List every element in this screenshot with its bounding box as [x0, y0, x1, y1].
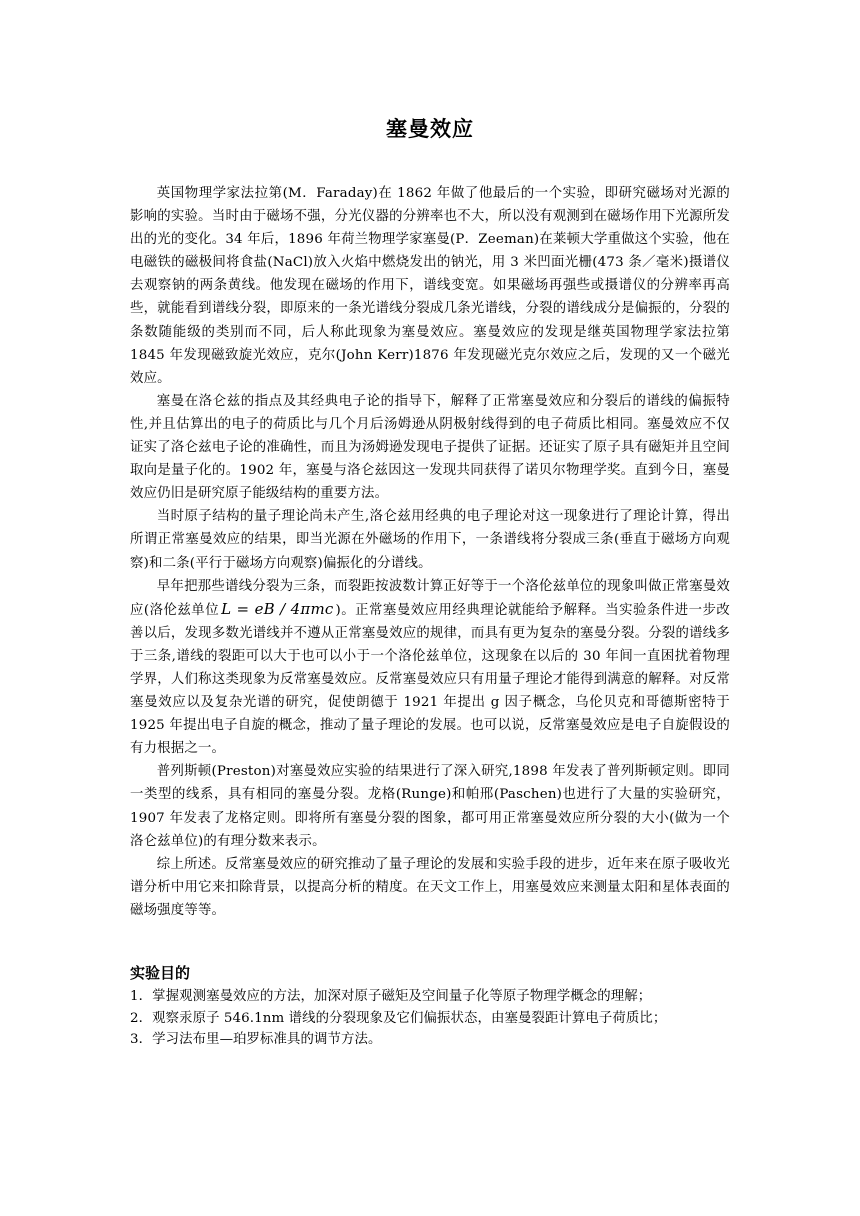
paragraph-anomalous [130, 575, 730, 761]
paragraph-anomalous-text-before: 早年把那些谱线分裂为三条，而裂距按波数计算正好等于一个洛伦兹单位的现象叫做正常塞曼效应(洛伦兹单位 [130, 578, 730, 618]
paragraph-lorentz: 塞曼在洛仑兹的指点及其经典电子论的指导下，解释了正常塞曼效应和分裂后的谱线的偏振特性,并且估算出的电子的荷质比与几个月后汤姆逊从阴极射线得到的电子荷质比相同。塞曼效应不仅证实了洛仑兹电子论的准确性，而且为汤姆逊发现电子提供了证据。还证实了原子具有磁矩并且空间取向是量子化的。1902 年，塞曼与洛仑兹因这一发现共同获得了诺贝尔物理学奖。直到今日，塞曼效应仍旧是研究原子能级结构的重要方法。 [130, 393, 730, 502]
objective-item: 1．掌握观测塞曼效应的方法，加深对原子磁矩及空间量子化等原子物理学概念的理解； [130, 989, 652, 1004]
paragraph-classical-theory: 当时原子结构的量子理论尚未产生,洛仑兹用经典的电子理论对这一现象进行了理论计算，得出所谓正常塞曼效应的结果，即当光源在外磁场的作用下，一条谱线将分裂成三条(垂直于磁场方向观察)和二条(平行于磁场方向观察)偏振化的分谱线。 [130, 509, 730, 571]
paragraph-summary: 综上所述。反常塞曼效应的研究推动了量子理论的发展和实验手段的进步，近年来在原子吸收光谱分析中用它来扣除背景，以提高分析的精度。在天文工作上，用塞曼效应来测量太阳和星体表面的磁场强度等等。 [130, 856, 730, 918]
objective-item: 2．观察汞原子 546.1nm 谱线的分裂现象及它们偏振状态，由塞曼裂距计算电子荷质比； [130, 1010, 667, 1026]
document-body [130, 182, 730, 922]
section-heading: 实验目的 [130, 964, 191, 982]
section-experiment-objectives [130, 962, 730, 1051]
paragraph-anomalous-text-after: )。正常塞曼效应用经典理论就能给予解释。当实验条件进一步改善以后，发现多数光谱线并不遵从正常塞曼效应的规律，而具有更为复杂的塞曼分裂。分裂的谱线多于三条,谱线的裂距可以大于也可以小于一个洛伦兹单位，这现象在以后的 30 年间一直困扰着物理学界，人们称这类现象为反常塞曼效应。反常塞曼效应只有用量子理论才能得到满意的解释。对反常塞曼效应以及复杂光谱的研究，促使朗德于 1921 年提出 g 因子概念，乌伦贝克和哥德斯密特于 1925 年提出电子自旋的概念，推动了量子理论的发展。也可以说，反常塞曼效应是电子自旋假设的有力根据之一。 [130, 602, 731, 757]
paragraph-preston: 普列斯顿(Preston)对塞曼效应实验的结果进行了深入研究,1898 年发表了普列斯顿定则。即同一类型的线系，具有相同的塞曼分裂。龙格(Runge)和帕邢(Paschen)也进行了大量的实验研究，1907 年发表了龙格定则。即将所有塞曼分裂的图象，都可用正常塞曼效应所分裂的大小(做为一个洛仑兹单位)的有理分数来表示。 [130, 764, 730, 849]
objectives-list [130, 986, 730, 1051]
objective-item: 3．学习法布里—珀罗标准具的调节方法。 [130, 1032, 382, 1047]
paragraph-history: 英国物理学家法拉第(M．Faraday)在 1862 年做了他最后的一个实验，即研究磁场对光源的影响的实验。当时由于磁场不强，分光仪器的分辨率也不大，所以没有观测到在磁场作用下光源所发出的光的变化。34 年后，1896 年荷兰物理学家塞曼(P．Zeeman)在莱顿大学重做这个实验，他在电磁铁的磁极间将食盐(NaCl)放入火焰中燃烧发出的钠光，用 3 米凹面光栅(473 条／毫米)摄谱仪去观察钠的两条黄线。他发现在磁场的作用下，谱线变宽。如果磁场再强些或摄谱仪的分辨率再高些，就能看到谱线分裂，即原来的一条光谱线分裂成几条光谱线，分裂的谱线成分是偏振的，分裂的条数随能级的类别而不同，后人称此现象为塞曼效应。塞曼效应的发现是继英国物理学家法拉第 1845 年发现磁致旋光效应，克尔(John Kerr)1876 年发现磁光克尔效应之后，发现的又一个磁光效应。 [130, 186, 730, 386]
lorentz-unit-formula: L = eB / 4πmc [221, 599, 334, 618]
document-title: 塞曼效应 [386, 117, 474, 141]
